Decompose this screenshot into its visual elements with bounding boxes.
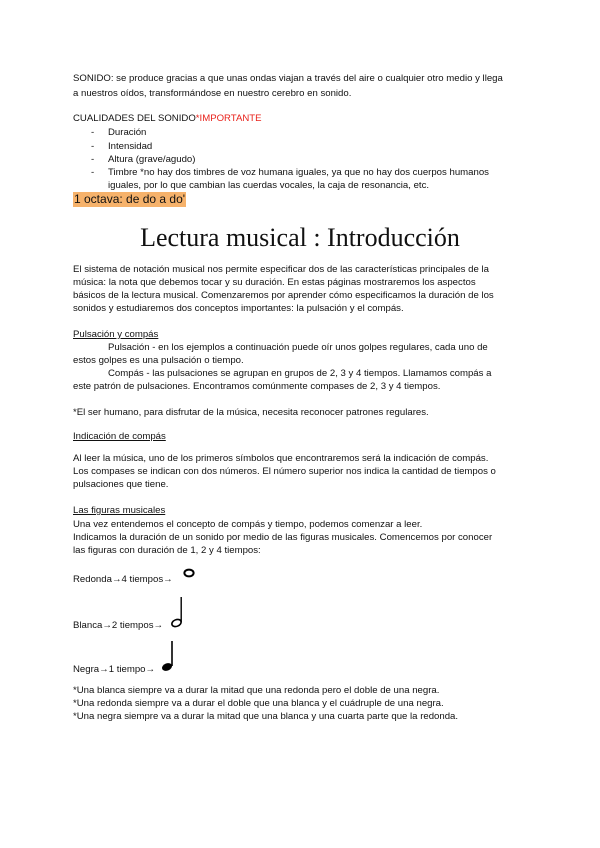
cualidades-heading-text: CUALIDADES DEL SONIDO (73, 113, 196, 124)
intro-line-1: SONIDO: se produce gracias a que unas ondas viajan a través del aire o cualquier otro medio y llega (73, 73, 503, 84)
cualidad-item-altura: Altura (grave/agudo) (108, 154, 196, 165)
page-title: Lectura musical : Introducción (140, 223, 460, 252)
quarter-note-icon (158, 640, 176, 674)
pulsacion-heading: Pulsación y compás (73, 329, 159, 340)
indicacion-heading: Indicación de compás (73, 431, 166, 442)
figuras-line-1: Una vez entendemos el concepto de compás y tiempo, podemos comenzar a leer. (73, 519, 423, 530)
figuras-line-3: las figuras con duración de 1, 2 y 4 tiempos: (73, 545, 261, 556)
figuras-note-3: *Una negra siempre va a durar la mitad que una blanca y una cuarta parte que la redonda. (73, 711, 459, 722)
indicacion-line-3: pulsaciones que tiene. (73, 479, 169, 490)
pulsacion-def-line-1: Pulsación - en los ejemplos a continuación puede oír unos golpes regulares, cada uno de (108, 342, 488, 353)
cualidad-item-duracion: Duración (108, 127, 147, 138)
octava-highlight: 1 octava: de do a do' (74, 192, 186, 206)
indicacion-line-1: Al leer la música, uno de los primeros símbolos que encontraremos será la indicación de compás. (73, 453, 489, 464)
figuras-note-1: *Una blanca siempre va a durar la mitad que una redonda pero el doble de una negra. (73, 685, 440, 696)
whole-note-icon (183, 568, 195, 578)
intro-para-line-2: música: la nota que debemos tocar y su duración. En estas páginas mostraremos los aspectos (73, 277, 476, 288)
intro-para-line-3: básicos de la lectura musical. Comenzaremos por aprender cómo especificamos la duración de los (73, 290, 494, 301)
blanca-label: Blanca→2 tiempos→ (73, 620, 164, 631)
bullet-dash: - (91, 154, 95, 165)
bullet-dash: - (91, 167, 95, 178)
intro-para-line-4: sonidos y estudiaremos dos conceptos importantes: la pulsación y el compás. (73, 303, 404, 314)
intro-para-line-1: El sistema de notación musical nos permite especificar dos de las características principales de la (73, 264, 489, 275)
intro-line-2: a nuestros oídos, transformándose en nuestro cerebro en sonido. (73, 88, 352, 99)
figuras-line-2: Indicamos la duración de un sonido por medio de las figuras musicales. Comencemos por conocer (73, 532, 493, 543)
important-label: *IMPORTANTE (195, 113, 262, 124)
negra-label: Negra→1 tiempo→ (73, 664, 156, 675)
pulsacion-def-line-2: estos golpes es una pulsación o tiempo. (73, 355, 244, 366)
compas-def-line-2: este patrón de pulsaciones. Encontramos comúnmente compases de 2, 3 y 4 tiempos. (73, 381, 441, 392)
indicacion-line-2: Los compases se indican con dos números. El número superior nos indica la cantidad de tiempos o (73, 466, 496, 477)
compas-def-line-1: Compás - las pulsaciones se agrupan en grupos de 2, 3 y 4 tiempos. Llamamos compás a (108, 368, 492, 379)
cualidad-item-intensidad: Intensidad (108, 141, 153, 152)
redonda-label: Redonda→4 tiempos→ (73, 574, 173, 585)
cualidad-item-timbre-1: Timbre *no hay dos timbres de voz humana iguales, ya que no hay dos cuerpos humanos (108, 167, 489, 178)
figuras-note-2: *Una redonda siempre va a durar el doble que una blanca y el cuádruple de una negra. (73, 698, 444, 709)
pulsacion-note: *El ser humano, para disfrutar de la música, necesita reconocer patrones regulares. (73, 407, 429, 418)
half-note-icon (168, 596, 184, 630)
cualidad-item-timbre-2: iguales, por lo que cambian las cuerdas vocales, la caja de resonancia, etc. (108, 180, 430, 191)
cualidades-heading (73, 112, 262, 125)
bullet-dash: - (91, 141, 95, 152)
bullet-dash: - (91, 127, 95, 138)
figuras-heading: Las figuras musicales (73, 505, 166, 516)
